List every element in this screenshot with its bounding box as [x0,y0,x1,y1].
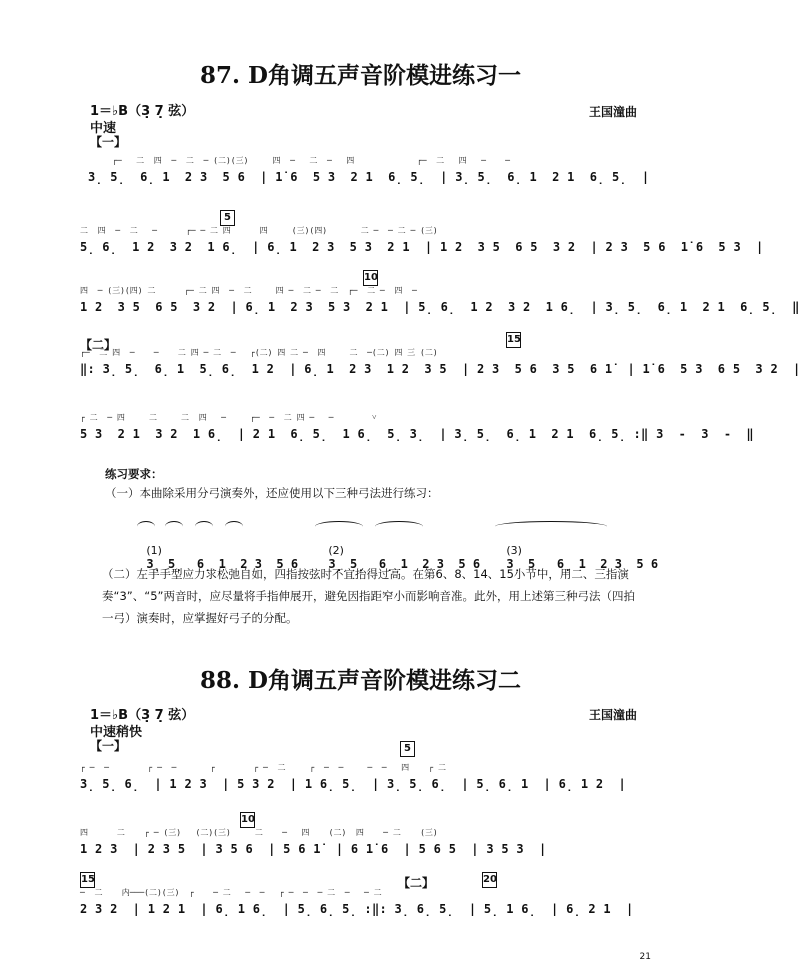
key-signature: 1＝♭B（3̣ 7̣ 弦） [90,708,195,723]
example-number: (3) [506,544,522,557]
note-sequence: 5̣ 6̣ 1 2 3 2 1 6̣ | 6̣ 1 2 3 5 3 2 1 | 1 2 3 5 6 5 3 2 | 2 3 5 6 1̇ 6 5 3 | [80,240,764,254]
bowing-examples [103,515,659,571]
requirements-heading: 练习要求： [105,467,163,481]
section-marker: 【二】 [80,338,117,352]
slur-mark [165,521,183,532]
staff-line [80,735,650,805]
bowing-marks: ┌─ 二 四 ─ 二 ─ (二)(三) 四 ─ 二 ─ 四 ┌─ 二 四 ─ ─ [88,156,510,165]
note-sequence: 2 3 2 | 1 2 1 | 6̣ 1 6̣ | 5̣ 6̣ 5̣ :‖: 3̣ 6̣ 5̣ | 5̣ 1 6̣ | 6̣ 2 1 | [80,902,634,916]
requirement-paragraph: （二）左手手型应力求松弛自如，四指按弦时不宜抬得过高。在第6、8、14、15小节中，用二、三指演奏“3”、“5”两音时，应尽量将手指伸展开，避免因指距窄小而影响音准。此外，用上述第三种弓法（四拍一弓）演奏时，应掌握好弓子的分配。 [102,567,635,625]
composer-credit: 王国潼曲 [588,105,637,119]
staff-line [80,385,754,455]
example-number: (1) [146,544,162,557]
slur-mark [195,521,213,532]
staff-line [80,320,801,390]
measure-number: 10 [363,270,378,286]
slur-mark [137,521,155,532]
bowing-marks: ─ 二 内───(二)(三) ┌ ─ 二 ─ ─ ┌ ─ ─ ─ 二 ─ ─ 二 [80,888,382,897]
bowing-marks: 二 四 ─ 二 ─ ┌─ ─ 二 四 四 (三)(四) 二 ─ ─ 二 ─ (三) [80,226,438,235]
note-sequence: 3̣ 5̣ 6̣ | 1 2 3 | 5 3 2 | 1 6̣ 5̣ | 3̣ 5̣ 6̣ | 5̣ 6̣ 1 | 6̣ 1 2 | [80,777,626,791]
bowing-marks: ┌─ 二 四 ─ ─ 二 四 ─ 二 ─ ┌(二) 四 二 ─ 四 二 ─(二) 四 三 (二) [80,348,438,357]
example-notes: 3̣ 5̣ 6̣ 1 2 3 5 6 [328,557,481,571]
note-sequence: 5 3 2 1 3 2 1 6̣ | 2 1 6̣ 5̣ 1 6̣ 5̣ 3̣ | 3̣ 5̣ 6̣ 1 2 1 6̣ 5̣ :‖ 3 - 3 - ‖ [80,427,754,441]
slur-mark [375,521,423,532]
staff-line [80,860,650,930]
measure-number: 15 [506,332,521,348]
slur-mark [315,521,363,532]
measure-number: 10 [240,812,255,828]
section-marker: 【一】 [90,739,127,753]
section-marker: 【一】 [90,135,127,149]
note-sequence: 3̣ 5̣ 6̣ 1 2 3 5 6 | 1̇ 6 5 3 2 1 6̣ 5̣ | 3̣ 5̣ 6̣ 1 2 1 6̣ 5̣ | [88,170,650,184]
measure-number-20: 20 [482,872,497,888]
measure-number: 5 [400,741,415,757]
staff-line [88,128,658,198]
note-sequence: ‖: 3̣ 5̣ 6̣ 1 5̣ 6̣ 1 2 | 6̣ 1 2 3 1 2 3 5 | 2 3 5 6 3 5 6 1̇ | 1̇ 6 5 3 6 5 3 2 | [80,362,801,376]
bowing-marks: ┌ 二 ─ 四 二 二 四 ─ ┌─ ─ 二 四 ─ ─ ˅ [80,413,377,422]
measure-number: 5 [220,210,235,226]
tempo-marking: 中速稍快 [90,725,143,740]
bowing-marks: 四 二 ┌ ─ (三) (二)(三) 二 ─ 四 (二) 四 ─ 二 (三) [80,828,438,837]
slur-mark [225,521,243,532]
composer-credit: 王国潼曲 [588,708,637,722]
piece-title: 88. D角调五声音阶模进练习二 [200,667,521,694]
requirement-item: （一）本曲除采用分弓演奏外，还应使用以下三种弓法进行练习： [105,486,439,500]
staff-line [80,258,800,328]
bowing-marks: ┌ ─ ─ ┌ ─ ─ ┌ ┌ ─ 二 ┌ ─ ─ ─ ─ 四 ┌ 二 [80,763,446,772]
section-marker: 【二】 [398,876,435,890]
piece-title: 87. D角调五声音阶模进练习一 [200,62,521,89]
key-signature: 1＝♭B（3̣ 7̣ 弦） [90,104,195,119]
bowing-marks: 四 ─ (三)(四) 二 ┌─ 二 四 ─ 二 四 ─ 二 ─ 二 ┌─ 二 ─ 四 ─ [80,286,417,295]
example-notes: 3̣ 5̣ 6̣ 1 2 3 5 6 [146,557,299,571]
note-sequence: 1 2 3 5 6 5 3 2 | 6̣ 1 2 3 5 3 2 1 | 5̣ 6̣ 1 2 3 2 1 6̣ | 3̣ 5̣ 6̣ 1 2 1 6̣ 5̣ ‖ [80,300,800,314]
measure-number: 15 [80,872,95,888]
page-number: 21 [639,952,651,962]
example-notes: 3̣ 5̣ 6̣ 1 2 3 5 6 [506,557,659,571]
tempo-marking: 中速 [90,121,117,136]
example-number: (2) [328,544,344,557]
slur-mark [495,521,607,532]
note-sequence: 1 2 3 | 2 3 5 | 3 5 6 | 5 6 1̇ | 6 1̇ 6 | 5 6 5 | 3 5 3 | [80,842,547,856]
